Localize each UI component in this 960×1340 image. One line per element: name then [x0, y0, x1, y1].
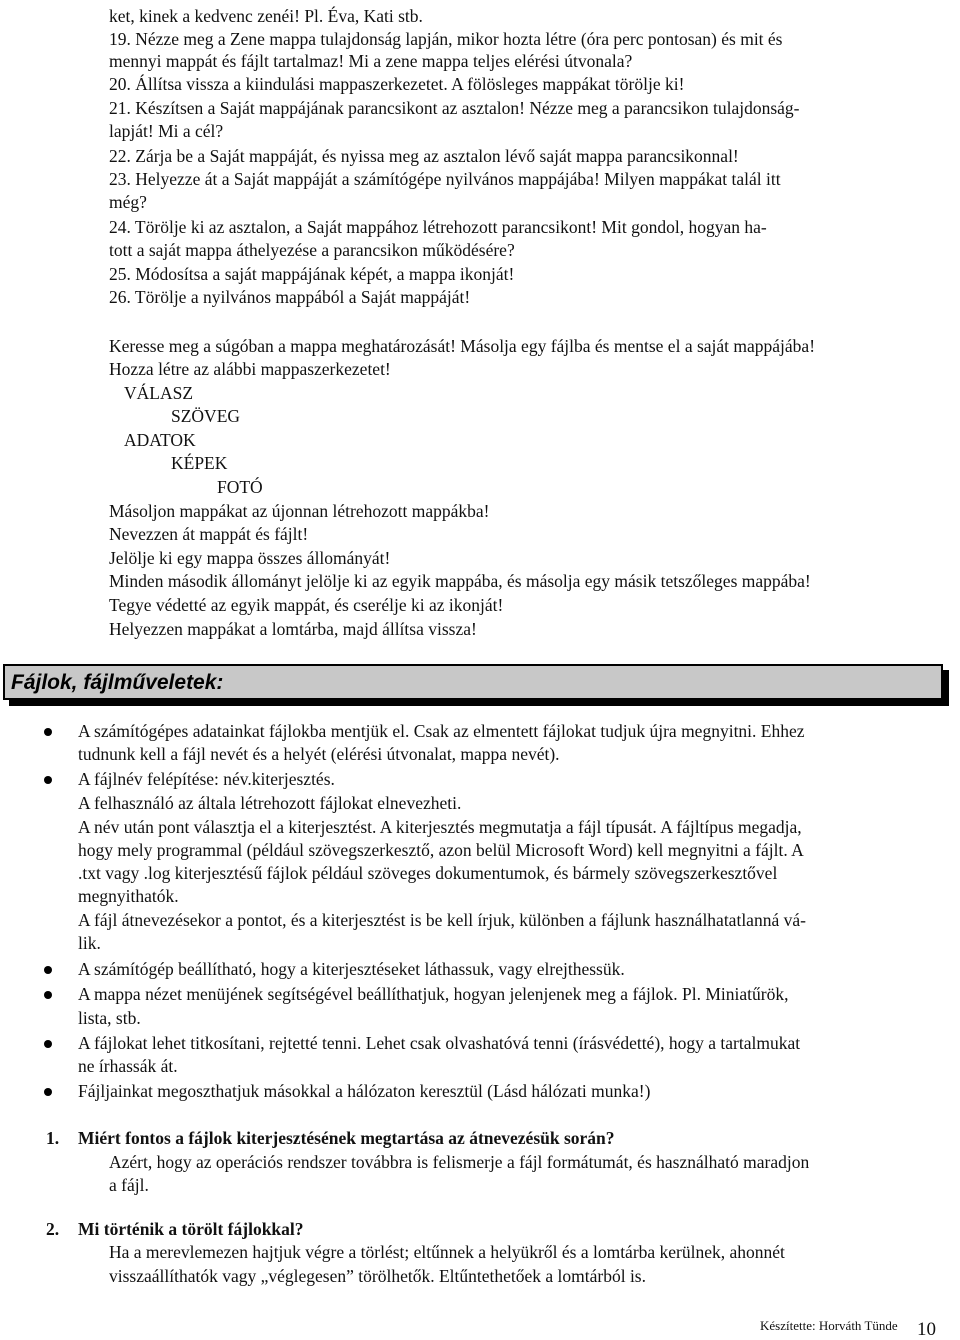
bullet-text: A fájlokat lehet titkosítani, rejtetté tenni. Lehet csak olvashatóvá tenni (írásvédetté), hogy a tartalmukat: [78, 1033, 801, 1053]
exercise-line: 19. Nézze meg a Zene mappa tulajdonság lapján, mikor hozta létre (óra perc pontosan) és mit és: [109, 29, 783, 49]
tree-folder: ADATOK: [124, 430, 196, 450]
question-number: 2.: [46, 1219, 60, 1239]
exercise-line: 25. Módosítsa a saját mappájának képét, a mappa ikonját!: [109, 264, 515, 284]
exercise-line: lapját! Mi a cél?: [109, 121, 224, 141]
bullet-text: A felhasználó az általa létrehozott fájlokat elnevezheti.: [78, 793, 462, 813]
page-number: 10: [917, 1319, 936, 1340]
bullet-text: A fájlnév felépítése: név.kiterjesztés.: [78, 769, 335, 789]
tree-folder: FOTÓ: [217, 477, 263, 497]
tree-folder: SZÖVEG: [171, 406, 241, 426]
bullet-dot: [44, 728, 52, 736]
bullet-text: lista, stb.: [78, 1008, 141, 1028]
bullet-text: A számítógép beállítható, hogy a kiterjesztéseket láthassuk, vagy elrejthessük.: [78, 959, 625, 979]
task-line: Tegye védetté az egyik mappát, és cserélje ki az ikonját!: [109, 595, 504, 615]
task-line: Keresse meg a súgóban a mappa meghatározását! Másolja egy fájlba és mentse el a saját mappájába!: [109, 336, 816, 356]
task-line: Jelölje ki egy mappa összes állományát!: [109, 548, 391, 568]
bullet-dot: [44, 966, 52, 974]
exercise-line: 21. Készítsen a Saját mappájának parancsikont az asztalon! Nézze meg a parancsikon tulajdonság-: [109, 98, 800, 118]
bullet-text: .txt vagy .log kiterjesztésű fájlok például szöveges dokumentumok, és bármely szövegszerkesztővel: [78, 863, 778, 883]
bullet-dot: [44, 1088, 52, 1096]
section-heading-bar: [3, 664, 949, 706]
task-line: Hozza létre az alábbi mappaszerkezetet!: [109, 359, 391, 379]
task-line: Nevezzen át mappát és fájlt!: [109, 524, 309, 544]
footer-author: Készítette: Horváth Tünde: [760, 1318, 898, 1333]
exercise-line: 20. Állítsa vissza a kiindulási mappaszerkezetet. A fölösleges mappákat törölje ki!: [109, 74, 685, 94]
exercise-line: mennyi mappát és fájlt tartalmaz! Mi a zene mappa teljes elérési útvonala?: [109, 51, 633, 71]
bullet-text: lik.: [78, 933, 101, 953]
exercise-line: ket, kinek a kedvenc zenéi! Pl. Éva, Kati stb.: [109, 6, 423, 26]
exercise-line: 23. Helyezze át a Saját mappáját a számítógépe nyilvános mappájába! Milyen mappákat talál itt: [109, 169, 781, 189]
exercise-line: 26. Törölje a nyilvános mappából a Saját mappáját!: [109, 287, 471, 307]
exercise-line: 22. Zárja be a Saját mappáját, és nyissa meg az asztalon lévő saját mappa parancsikonnal!: [109, 146, 739, 166]
bullet-text: A mappa nézet menüjének segítségével beállíthatjuk, hogyan jelenjenek meg a fájlok. Pl. Miniatűrök,: [78, 984, 789, 1004]
exercise-line: még?: [109, 192, 147, 212]
question-text: Miért fontos a fájlok kiterjesztésének megtartása az átnevezésük során?: [78, 1128, 615, 1148]
tree-folder: VÁLASZ: [124, 383, 194, 403]
bullet-dot: [44, 776, 52, 784]
bullet-text: tudnunk kell a fájl nevét és a helyét (elérési útvonalat, mappa nevét).: [78, 744, 560, 764]
answer-text: visszaállíthatók vagy „véglegesen” törölhetők. Eltűntethetőek a lomtárból is.: [109, 1266, 646, 1286]
task-line: Helyezzen mappákat a lomtárba, majd állítsa vissza!: [109, 619, 477, 639]
bullet-dot: [44, 991, 52, 999]
question-number: 1.: [46, 1128, 60, 1148]
question-text: Mi történik a törölt fájlokkal?: [78, 1219, 304, 1239]
bullet-text: Fájljainkat megoszthatjuk másokkal a hálózaton keresztül (Lásd hálózati munka!): [78, 1081, 651, 1101]
answer-text: a fájl.: [109, 1175, 149, 1195]
bullet-text: A név után pont választja el a kiterjesztést. A kiterjesztés megmutatja a fájl típusát. A fájltípus megadja,: [78, 817, 802, 837]
exercise-line: tott a saját mappa áthelyezése a parancsikon működésére?: [109, 240, 515, 260]
bullet-text: ne írhassák át.: [78, 1056, 178, 1076]
task-line: Minden második állományt jelölje ki az egyik mappába, és másolja egy másik tetszőleges mappába!: [109, 571, 811, 591]
answer-text: Ha a merevlemezen hajtjuk végre a törlést; eltűnnek a helyükről és a lomtárba kerülnek, ahonnét: [109, 1242, 785, 1262]
bullet-text: hogy mely programmal (például szövegszerkesztő, azon belül Microsoft Word) kell megnyitni a fájlt. A: [78, 840, 804, 860]
bullet-text: A számítógépes adatainkat fájlokba mentjük el. Csak az elmentett fájlokat tudjuk újra megnyitni. Ehhez: [78, 721, 805, 741]
bullet-text: megnyithatók.: [78, 886, 179, 906]
heading-box: [3, 664, 943, 700]
section-title: Fájlok, fájlműveletek:: [11, 671, 224, 694]
bullet-dot: [44, 1040, 52, 1048]
task-line: Másoljon mappákat az újonnan létrehozott mappákba!: [109, 501, 490, 521]
tree-folder: KÉPEK: [171, 453, 228, 473]
answer-text: Azért, hogy az operációs rendszer továbbra is felismerje a fájl formátumát, és használható maradjon: [109, 1152, 810, 1172]
bullet-text: A fájl átnevezésekor a pontot, és a kiterjesztést is be kell írjuk, különben a fájlunk használhatatlanná vá-: [78, 910, 806, 930]
exercise-line: 24. Törölje ki az asztalon, a Saját mappához létrehozott parancsikont! Mit gondol, hogyan ha-: [109, 217, 767, 237]
